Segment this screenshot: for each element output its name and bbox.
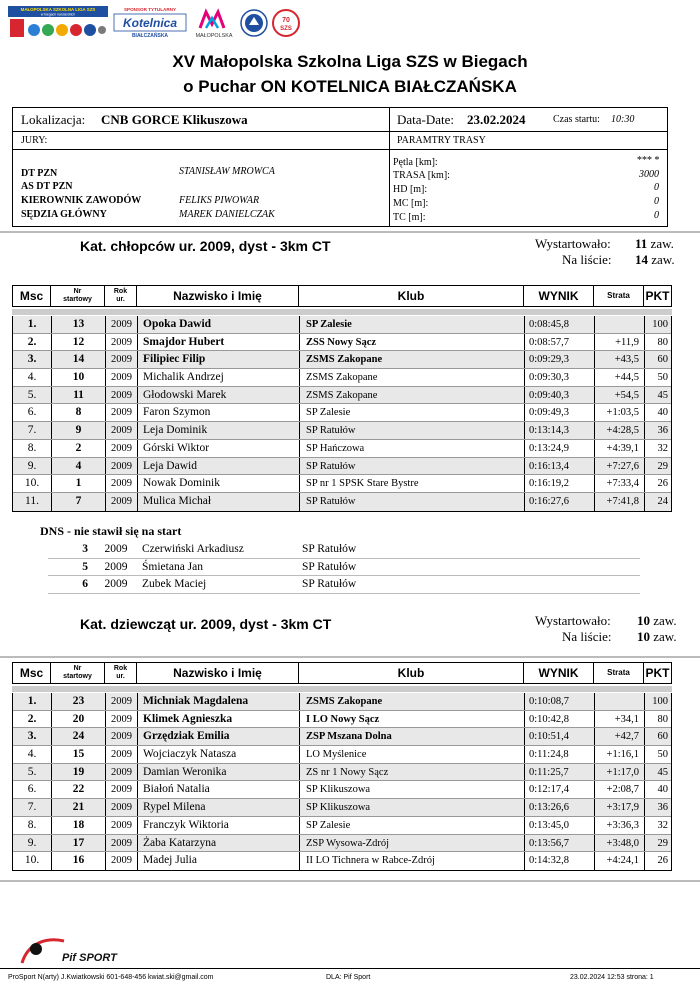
header-nr: Nr startowy [51, 663, 105, 683]
name-cell: Mulica Michał [137, 493, 299, 511]
bib-cell: 7 [51, 493, 105, 511]
place-cell: 10. [24, 477, 40, 490]
points-cell: 29 [644, 835, 672, 852]
year-cell: 2009 [105, 817, 137, 834]
gap-cell: +44,5 [594, 369, 644, 386]
result-cell: 0:11:25,7 [524, 764, 594, 781]
result-cell: 0:09:29,3 [524, 351, 594, 368]
started-count: 10 zaw. [637, 613, 677, 628]
header-wynik: WYNIK [524, 663, 594, 683]
bib-cell: 14 [51, 351, 105, 368]
club-cell: SP Hańczowa [299, 440, 524, 457]
gap-cell: +54,5 [594, 387, 644, 404]
location-value: CNB GORCE Klikuszowa [101, 112, 248, 127]
result-cell: 0:16:19,2 [524, 475, 594, 492]
place-cell: 6. [27, 783, 37, 796]
pif-sport-text: Pif SPORT [62, 952, 117, 964]
points-cell: 32 [644, 817, 672, 834]
year-cell: 2009 [105, 334, 137, 351]
result-cell: 0:13:24,9 [524, 440, 594, 457]
bib-cell: 15 [51, 746, 105, 763]
result-cell: 0:10:08,7 [524, 693, 594, 710]
place-cell: 5. [27, 765, 37, 778]
date-label: Data-Date: [397, 112, 455, 127]
jury-role: AS DT PZN [21, 181, 73, 192]
jury-role: DT PZN [21, 168, 58, 179]
year-cell: 2009 [105, 764, 137, 781]
table-row [13, 369, 671, 387]
malopolska-logo [194, 6, 234, 40]
place-cell: 2. [27, 712, 37, 725]
points-cell: 60 [644, 351, 672, 368]
category-title-boys: Kat. chłopców ur. 2009, dyst - 3km CT [80, 238, 331, 254]
club-cell: SP Ratułów [299, 493, 524, 511]
year-cell: 2009 [105, 369, 137, 386]
year-cell: 2009 [105, 835, 137, 852]
points-cell: 40 [644, 404, 672, 421]
start-time-value: 10:30 [611, 114, 635, 125]
gap-cell: +3:48,0 [594, 835, 644, 852]
year-cell: 2009 [105, 404, 137, 421]
year-cell: 2009 [104, 543, 128, 555]
header-wynik: WYNIK [524, 286, 594, 306]
points-cell: 80 [644, 711, 672, 728]
szs-logo [272, 9, 300, 37]
points-cell: 24 [644, 493, 672, 511]
year-cell: 2009 [105, 746, 137, 763]
bib-cell: 12 [51, 334, 105, 351]
header-rok: Rok ur. [105, 286, 137, 306]
place-cell: 9. [27, 836, 37, 849]
table-row [13, 764, 671, 782]
result-cell: 0:09:30,3 [524, 369, 594, 386]
bib-cell: 13 [51, 316, 105, 333]
year-cell: 2009 [105, 316, 137, 333]
points-cell: 45 [644, 764, 672, 781]
place-cell: 1. [27, 695, 37, 707]
points-cell: 36 [644, 799, 672, 816]
started-count: 11 zaw. [635, 236, 674, 251]
year-cell: 2009 [104, 578, 128, 591]
location-row [13, 108, 667, 132]
dns-row [48, 559, 640, 577]
club-cell: ZSMS Zakopane [299, 387, 524, 404]
bib-cell: 8 [51, 404, 105, 421]
gap-cell: +4:28,5 [594, 422, 644, 439]
bib-cell: 19 [51, 764, 105, 781]
club-cell: ZSMS Zakopane [299, 369, 524, 386]
table-row [13, 493, 671, 511]
dns-row [48, 576, 640, 594]
results-rows-boys [12, 316, 672, 512]
result-cell: 0:14:32,8 [524, 852, 594, 870]
result-cell: 0:11:24,8 [524, 746, 594, 763]
points-cell: 80 [644, 334, 672, 351]
result-cell: 0:09:40,3 [524, 387, 594, 404]
table-row [13, 852, 671, 870]
place-cell: 9. [27, 459, 37, 472]
year-cell: 2009 [104, 560, 128, 573]
table-row [13, 711, 671, 729]
header-pkt: PKT [645, 289, 670, 303]
table-row [13, 334, 671, 352]
place-cell: 3. [27, 730, 37, 743]
param-label: Pętla [km]: [393, 157, 438, 168]
club-cell: SP Ratułów [299, 458, 524, 475]
sponsor-name: Kotelnica [122, 16, 178, 30]
dns-list [48, 541, 640, 594]
place-cell: 4. [27, 371, 37, 384]
bib-cell: 17 [51, 835, 105, 852]
name-cell: Leja Dominik [137, 422, 299, 439]
header-nr: Nr startowy [51, 286, 105, 306]
name-cell: Smajdor Hubert [137, 334, 299, 351]
gap-cell [594, 316, 644, 333]
gap-cell: +34,1 [594, 711, 644, 728]
header-rok: Rok ur. [105, 663, 137, 683]
bib-cell: 18 [51, 817, 105, 834]
name-cell: Michniak Magdalena [137, 693, 299, 710]
place-cell: 4. [27, 748, 37, 761]
place-cell: 7. [27, 801, 37, 814]
place-cell: 10. [24, 854, 40, 867]
year-cell: 2009 [105, 852, 137, 870]
place-cell: 3. [27, 353, 37, 366]
params-label: PARAMTRY TRASY [397, 135, 486, 146]
points-cell: 26 [644, 475, 672, 492]
table-row [13, 746, 671, 764]
dns-row [48, 541, 640, 559]
name-cell: Klimek Agnieszka [137, 711, 299, 728]
table-header [12, 662, 672, 684]
points-cell: 50 [644, 746, 672, 763]
listed-count: 14 zaw. [635, 252, 675, 267]
listed-label: Na liście: [562, 252, 612, 267]
points-cell: 100 [644, 316, 672, 333]
param-label: TRASA [km]: [393, 170, 450, 181]
param-label: MC [m]: [393, 198, 429, 209]
svg-text:70: 70 [282, 17, 290, 24]
gap-cell: +2:08,7 [594, 781, 644, 798]
points-cell: 32 [644, 440, 672, 457]
gap-cell: +7:27,6 [594, 458, 644, 475]
result-cell: 0:08:57,7 [524, 334, 594, 351]
sponsor-sub: BIAŁCZAŃSKA [131, 33, 169, 39]
points-cell: 26 [644, 852, 672, 870]
dns-title: DNS - nie stawił się na start [40, 524, 182, 538]
bib-cell: 11 [51, 387, 105, 404]
year-cell: 2009 [105, 693, 137, 710]
club-cell: SP Klikuszowa [299, 781, 524, 798]
param-value: 0 [654, 196, 659, 207]
result-cell: 0:13:14,3 [524, 422, 594, 439]
name-cell: Faron Szymon [137, 404, 299, 421]
result-cell: 0:09:49,3 [524, 404, 594, 421]
points-cell: 45 [644, 387, 672, 404]
page-title: XV Małopolska Szkolna Liga SZS w Biegach [172, 52, 528, 71]
club-cell: ZSMS Zakopane [299, 693, 524, 710]
table-row [13, 440, 671, 458]
place-cell: 5. [27, 388, 37, 401]
club-cell: SP Ratułów [302, 560, 357, 573]
jury-name: MAREK DANIELCZAK [179, 209, 275, 220]
footer-left: ProSport N(arty) J.Kwiatkowski 601-648-456 kwiat.ski@gmail.com [8, 974, 214, 981]
bib-cell: 9 [51, 422, 105, 439]
location-label: Lokalizacja: [21, 112, 86, 127]
bib-cell: 20 [51, 711, 105, 728]
name-cell: Zubek Maciej [142, 578, 207, 591]
club-cell: SP Ratułów [302, 578, 357, 591]
table-row [13, 781, 671, 799]
gap-cell: +7:41,8 [594, 493, 644, 511]
place-cell: 11. [25, 494, 39, 507]
header-strata: Strata [594, 286, 644, 306]
bib-cell: 2 [51, 440, 105, 457]
date-value: 23.02.2024 [467, 112, 526, 127]
table-row [13, 422, 671, 440]
listed-label: Na liście: [562, 629, 612, 644]
header-msc: Msc [13, 663, 51, 683]
club-cell: ZS nr 1 Nowy Sącz [299, 764, 524, 781]
club-cell: SP Zalesie [299, 316, 524, 333]
header-name: Nazwisko i Imię [137, 663, 299, 683]
place-cell: 6. [27, 406, 37, 419]
result-cell: 0:08:45,8 [524, 316, 594, 333]
club-cell: ZSS Nowy Sącz [299, 334, 524, 351]
gap-cell: +3:17,9 [594, 799, 644, 816]
param-label: HD [m]: [393, 184, 428, 195]
club-cell: SP Klikuszowa [299, 799, 524, 816]
place-cell: 8. [27, 441, 37, 454]
name-cell: Franczyk Wiktoria [137, 817, 299, 834]
name-cell: Żaba Katarzyna [137, 835, 299, 852]
gap-cell: +1:03,5 [594, 404, 644, 421]
name-cell: Damian Weronika [137, 764, 299, 781]
name-cell: Wojciaczyk Natasza [137, 746, 299, 763]
club-cell: ZSMS Zakopane [299, 351, 524, 368]
category-title-girls: Kat. dziewcząt ur. 2009, dyst - 3km CT [80, 616, 332, 632]
club-cell: ZSP Mszana Dolna [299, 728, 524, 745]
club-cell: II LO Tichnera w Rabce-Zdrój [299, 852, 524, 870]
points-cell: 100 [644, 693, 672, 710]
place-cell: 8. [27, 818, 37, 831]
gap-cell: +1:16,1 [594, 746, 644, 763]
footer-mid: DLA: Pif Sport [326, 974, 371, 981]
year-cell: 2009 [105, 728, 137, 745]
gap-cell: +42,7 [594, 728, 644, 745]
gap-cell: +7:33,4 [594, 475, 644, 492]
page-subtitle: o Puchar ON KOTELNICA BIAŁCZAŃSKA [183, 77, 517, 96]
name-cell: Górski Wiktor [137, 440, 299, 457]
result-cell: 0:13:26,6 [524, 799, 594, 816]
club-cell: LO Myślenice [299, 746, 524, 763]
bib-cell: 5 [82, 560, 88, 573]
table-row [13, 817, 671, 835]
club-cell: SP Zalesie [299, 817, 524, 834]
year-cell: 2009 [105, 351, 137, 368]
points-cell: 29 [644, 458, 672, 475]
bib-cell: 21 [51, 799, 105, 816]
param-value: 0 [654, 182, 659, 193]
separator [0, 880, 700, 882]
param-value: 0 [654, 210, 659, 221]
liga-logo-line1: MAŁOPOLSKA SZKOLNA LIGA SZS [20, 7, 96, 12]
club-cell: SP Zalesie [299, 404, 524, 421]
table-row [13, 387, 671, 405]
result-cell: 0:13:45,0 [524, 817, 594, 834]
pif-sport-logo [18, 933, 117, 967]
header-pkt: PKT [645, 666, 670, 680]
place-cell: 1. [27, 318, 37, 330]
gap-cell: +11,9 [594, 334, 644, 351]
year-cell: 2009 [105, 781, 137, 798]
name-cell: Leja Dawid [137, 458, 299, 475]
points-cell: 50 [644, 369, 672, 386]
jury-role: KIEROWNIK ZAWODÓW [21, 195, 142, 206]
name-cell: Madej Julia [137, 852, 299, 870]
name-cell: Rypel Milena [137, 799, 299, 816]
table-header [12, 285, 672, 307]
gap-cell: +4:24,1 [594, 852, 644, 870]
param-value: 3000 [639, 169, 659, 180]
table-row [13, 475, 671, 493]
name-cell: Nowak Dominik [137, 475, 299, 492]
emblem-logo [240, 9, 268, 37]
sponsor-label: SPONSOR TYTULARNY [123, 7, 177, 12]
bib-cell: 24 [51, 728, 105, 745]
header-msc: Msc [13, 286, 51, 306]
footer-right: 23.02.2024 12:53 strona: 1 [570, 974, 654, 981]
gap-cell: +4:39,1 [594, 440, 644, 457]
name-cell: Michalik Andrzej [137, 369, 299, 386]
bib-cell: 16 [51, 852, 105, 870]
malopolska-name: MAŁOPOLSKA [195, 33, 233, 39]
table-row [13, 404, 671, 422]
param-value: *** * [636, 155, 659, 166]
bib-cell: 3 [82, 543, 88, 555]
club-cell: ZSP Wysowa-Zdrój [299, 835, 524, 852]
result-cell: 0:10:51,4 [524, 728, 594, 745]
year-cell: 2009 [105, 799, 137, 816]
jury-role: SĘDZIA GŁÓWNY [21, 209, 107, 220]
start-time-label: Czas startu: [553, 114, 600, 125]
result-cell: 0:10:42,8 [524, 711, 594, 728]
year-cell: 2009 [105, 711, 137, 728]
separator [0, 656, 700, 658]
listed-count: 10 zaw. [637, 629, 677, 644]
gap-cell: +43,5 [594, 351, 644, 368]
result-cell: 0:16:27,6 [524, 493, 594, 511]
header-name: Nazwisko i Imię [137, 286, 299, 306]
separator [0, 231, 700, 233]
started-label: Wystartowało: [535, 236, 611, 251]
name-cell: Czerwiński Arkadiusz [142, 543, 244, 555]
results-rows-girls [12, 693, 672, 871]
jury-name: FELIKS PIWOWAR [179, 195, 260, 206]
points-cell: 40 [644, 781, 672, 798]
header-club: Klub [299, 663, 524, 683]
club-cell: SP Ratułów [299, 422, 524, 439]
gap-cell [594, 693, 644, 710]
club-cell: I LO Nowy Sącz [299, 711, 524, 728]
szs-label: SZS [280, 26, 292, 32]
name-cell: Grzędziak Emilia [137, 728, 299, 745]
year-cell: 2009 [105, 422, 137, 439]
year-cell: 2009 [105, 458, 137, 475]
table-row [13, 835, 671, 853]
header-strata: Strata [594, 663, 644, 683]
result-cell: 0:13:56,7 [524, 835, 594, 852]
bib-cell: 4 [51, 458, 105, 475]
jury-label: JURY: [21, 135, 48, 146]
year-cell: 2009 [105, 387, 137, 404]
table-row [13, 693, 671, 711]
name-cell: Śmietana Jan [142, 560, 203, 573]
gap-cell: +3:36,3 [594, 817, 644, 834]
club-cell: SP nr 1 SPSK Stare Bystre [299, 475, 524, 492]
place-cell: 7. [27, 424, 37, 437]
place-cell: 2. [27, 335, 37, 348]
table-row [13, 351, 671, 369]
bib-cell: 22 [51, 781, 105, 798]
club-cell: SP Ratułów [302, 543, 357, 555]
points-cell: 36 [644, 422, 672, 439]
bib-cell: 23 [51, 693, 105, 710]
name-cell: Głodowski Marek [137, 387, 299, 404]
event-info-box [12, 107, 668, 227]
year-cell: 2009 [105, 493, 137, 511]
param-label: TC [m]: [393, 212, 426, 223]
bib-cell: 6 [82, 578, 88, 591]
liga-logo [8, 6, 108, 40]
bib-cell: 1 [51, 475, 105, 492]
name-cell: Filipiec Filip [137, 351, 299, 368]
result-cell: 0:16:13,4 [524, 458, 594, 475]
table-row [13, 728, 671, 746]
year-cell: 2009 [105, 440, 137, 457]
result-cell: 0:12:17,4 [524, 781, 594, 798]
sponsor-logo [112, 6, 188, 40]
gap-cell: +1:17,0 [594, 764, 644, 781]
liga-logo-line2: w biegach narciarskich [40, 12, 76, 17]
jury-name: STANISŁAW MROWCA [179, 166, 275, 177]
table-row [13, 799, 671, 817]
points-cell: 60 [644, 728, 672, 745]
bib-cell: 10 [51, 369, 105, 386]
year-cell: 2009 [105, 475, 137, 492]
table-row [13, 316, 671, 334]
table-row [13, 458, 671, 476]
jury-header-row [13, 132, 667, 150]
header-club: Klub [299, 286, 524, 306]
name-cell: Opoka Dawid [137, 316, 299, 333]
name-cell: Białoń Natalia [137, 781, 299, 798]
started-label: Wystartowało: [535, 613, 611, 628]
